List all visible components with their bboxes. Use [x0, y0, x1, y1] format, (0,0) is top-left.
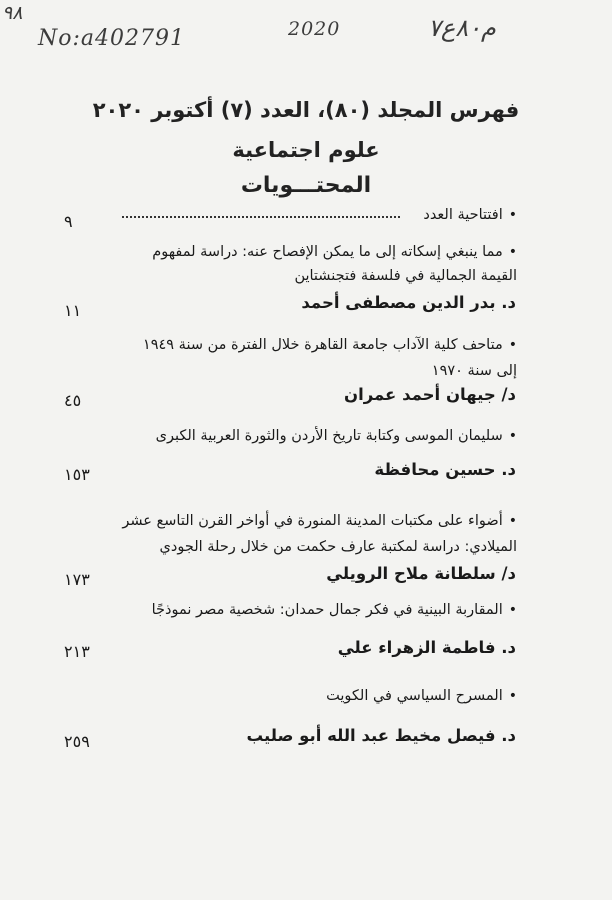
toc-entry-title-line: •أضواء على مكتبات المدينة المنورة في أواخر القرن التاسع عشر — [122, 513, 517, 529]
handwritten-corner-mark: ٩٨ — [2, 2, 23, 24]
toc-entry-title-line: •المسرح السياسي في الكويت — [326, 688, 517, 704]
toc-page-number: ١٧٣ — [64, 570, 90, 589]
toc-entry-title-line: •مما ينبغي إسكاته إلى ما يمكن الإفصاح عنه: دراسة لمفهوم — [152, 244, 517, 260]
toc-author: د/ جيهان أحمد عمران — [343, 385, 516, 404]
toc-page-number: ٢٥٩ — [64, 732, 90, 751]
toc-page-number: ٤٥ — [64, 391, 82, 410]
toc-author: د. حسين محافظة — [374, 460, 516, 479]
toc-page-number: ١٥٣ — [64, 465, 90, 484]
toc-page-number: ١١ — [64, 301, 82, 320]
toc-page-number: ٢١٣ — [64, 642, 90, 661]
toc-author: د/ سلطانة ملاح الرويلي — [326, 564, 516, 583]
handwritten-year: 2020 — [288, 18, 341, 40]
toc-entry-title-line: •سليمان الموسى وكتابة تاريخ الأردن والثورة العربية الكبرى — [155, 428, 517, 444]
page-title: فهرس المجلد (٨٠)، العدد (٧) أكتوبر ٢٠٢٠ — [92, 98, 520, 122]
bullet-icon: • — [508, 513, 517, 529]
section-subtitle: علوم اجتماعية — [232, 138, 380, 162]
bullet-icon: • — [508, 207, 517, 223]
bullet-icon: • — [508, 428, 517, 444]
toc-author: د. فيصل مخيط عبد الله أبو صليب — [246, 726, 516, 745]
handwritten-reference-number: No:a402791 — [38, 26, 186, 51]
toc-entry-title-line: •افتتاحية العدد — [423, 207, 517, 223]
toc-entry-title-line: •متاحف كلية الآداب جامعة القاهرة خلال الفترة من سنة ١٩٤٩ — [142, 337, 517, 353]
toc-entry-title-line: إلى سنة ١٩٧٠ — [431, 363, 517, 379]
toc-author: د. فاطمة الزهراء علي — [337, 638, 516, 657]
bullet-icon: • — [508, 688, 517, 704]
bullet-icon: • — [508, 337, 517, 353]
bullet-icon: • — [508, 602, 517, 618]
toc-author: د. بدر الدين مصطفى أحمد — [301, 293, 516, 312]
handwritten-issue-code: م٨٠ع٧ — [428, 14, 496, 42]
bullet-icon: • — [508, 244, 517, 260]
toc-entry-title-line: الميلادي: دراسة لمكتبة عارف حكمت من خلال رحلة الجودي — [159, 539, 517, 555]
toc-page-number: ٩ — [64, 212, 73, 231]
contents-heading: المحتـــويات — [240, 173, 372, 198]
toc-entry-title-line: •المقاربة البينية في فكر جمال حمدان: شخصية مصر نموذجًا — [151, 602, 517, 618]
toc-entry-title-line: القيمة الجمالية في فلسفة فتجنشتاين — [294, 268, 517, 284]
dot-leader — [122, 216, 400, 218]
